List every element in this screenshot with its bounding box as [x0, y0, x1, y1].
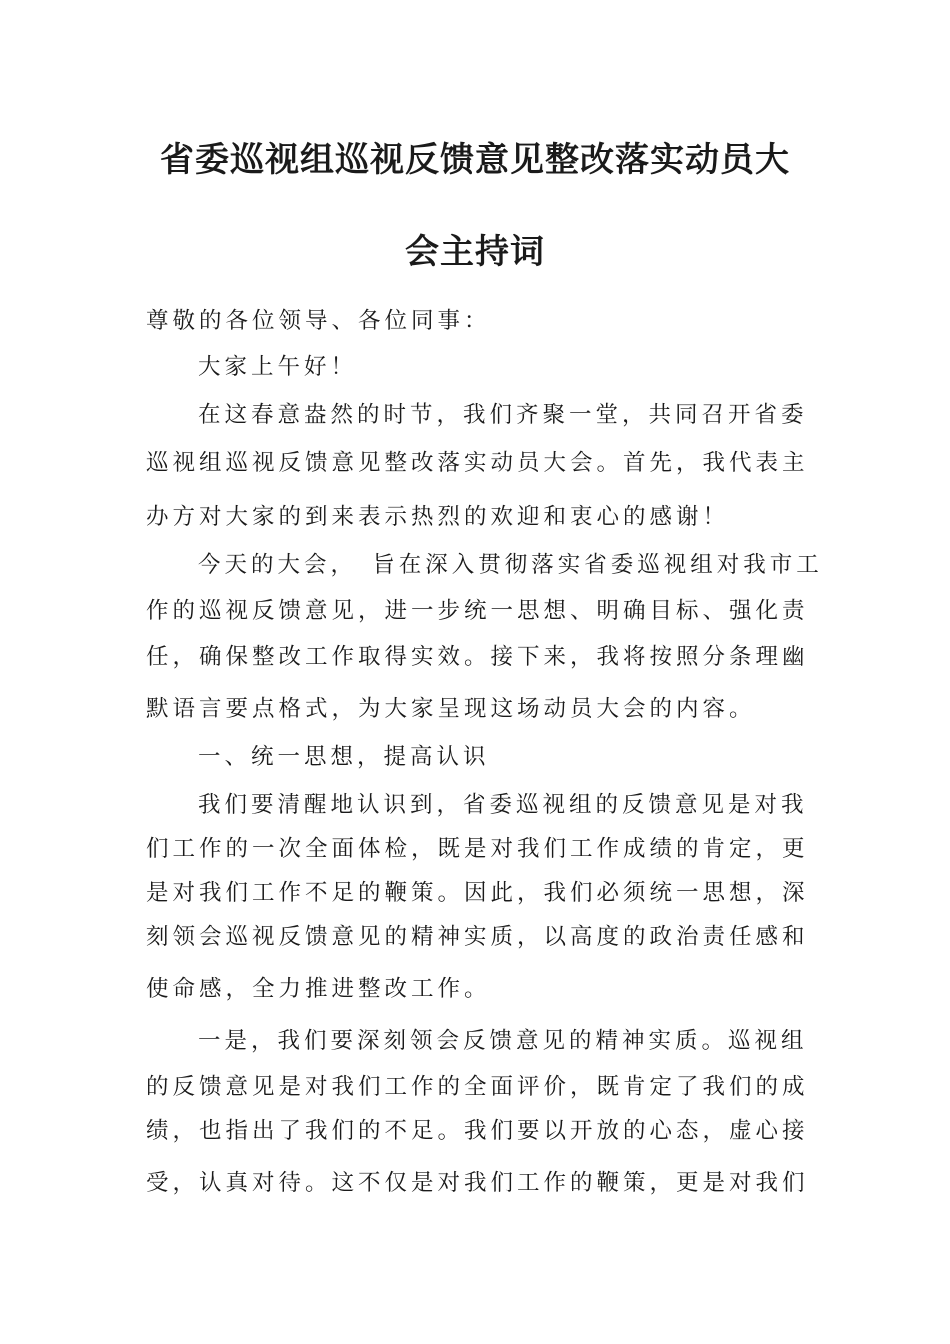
paragraph-line: 作的巡视反馈意见，进一步统一思想、明确目标、强化责 — [146, 598, 809, 624]
paragraph-line: 在这春意盎然的时节，我们齐聚一堂，共同召开省委 — [198, 402, 808, 428]
section-heading: 一、统一思想，提高认识 — [198, 744, 490, 770]
paragraph-line: 们工作的一次全面体检，既是对我们工作成绩的肯定，更 — [146, 836, 809, 862]
paragraph-line: 刻领会巡视反馈意见的精神实质，以高度的政治责任感和 — [146, 924, 809, 950]
paragraph-line: 绩，也指出了我们的不足。我们要以开放的心态，虚心接 — [146, 1118, 809, 1144]
paragraph-line: 使命感，全力推进整改工作。 — [146, 976, 491, 1002]
paragraph-line: 任，确保整改工作取得实效。接下来，我将按照分条理幽 — [146, 644, 809, 670]
document-title-line-1: 省委巡视组巡视反馈意见整改落实动员大 — [160, 140, 790, 180]
paragraph-line: 受，认真对待。这不仅是对我们工作的鞭策，更是对我们 — [146, 1170, 809, 1196]
paragraph-line: 今天的大会， 旨在深入贯彻落实省委巡视组对我市工 — [198, 552, 823, 578]
paragraph-line: 办方对大家的到来表示热烈的欢迎和衷心的感谢！ — [146, 504, 730, 530]
paragraph-line: 我们要清醒地认识到，省委巡视组的反馈意见是对我 — [198, 792, 808, 818]
paragraph-line: 是对我们工作不足的鞭策。因此，我们必须统一思想，深 — [146, 880, 809, 906]
greeting: 大家上午好！ — [198, 354, 358, 380]
paragraph-line: 默语言要点格式，为大家呈现这场动员大会的内容。 — [146, 696, 756, 722]
document-title-line-2: 会主持词 — [405, 232, 545, 272]
paragraph-line: 巡视组巡视反馈意见整改落实动员大会。首先，我代表主 — [146, 450, 809, 476]
salutation: 尊敬的各位领导、各位同事： — [146, 308, 491, 334]
paragraph-line: 一是，我们要深刻领会反馈意见的精神实质。巡视组 — [198, 1028, 808, 1054]
paragraph-line: 的反馈意见是对我们工作的全面评价，既肯定了我们的成 — [146, 1074, 809, 1100]
